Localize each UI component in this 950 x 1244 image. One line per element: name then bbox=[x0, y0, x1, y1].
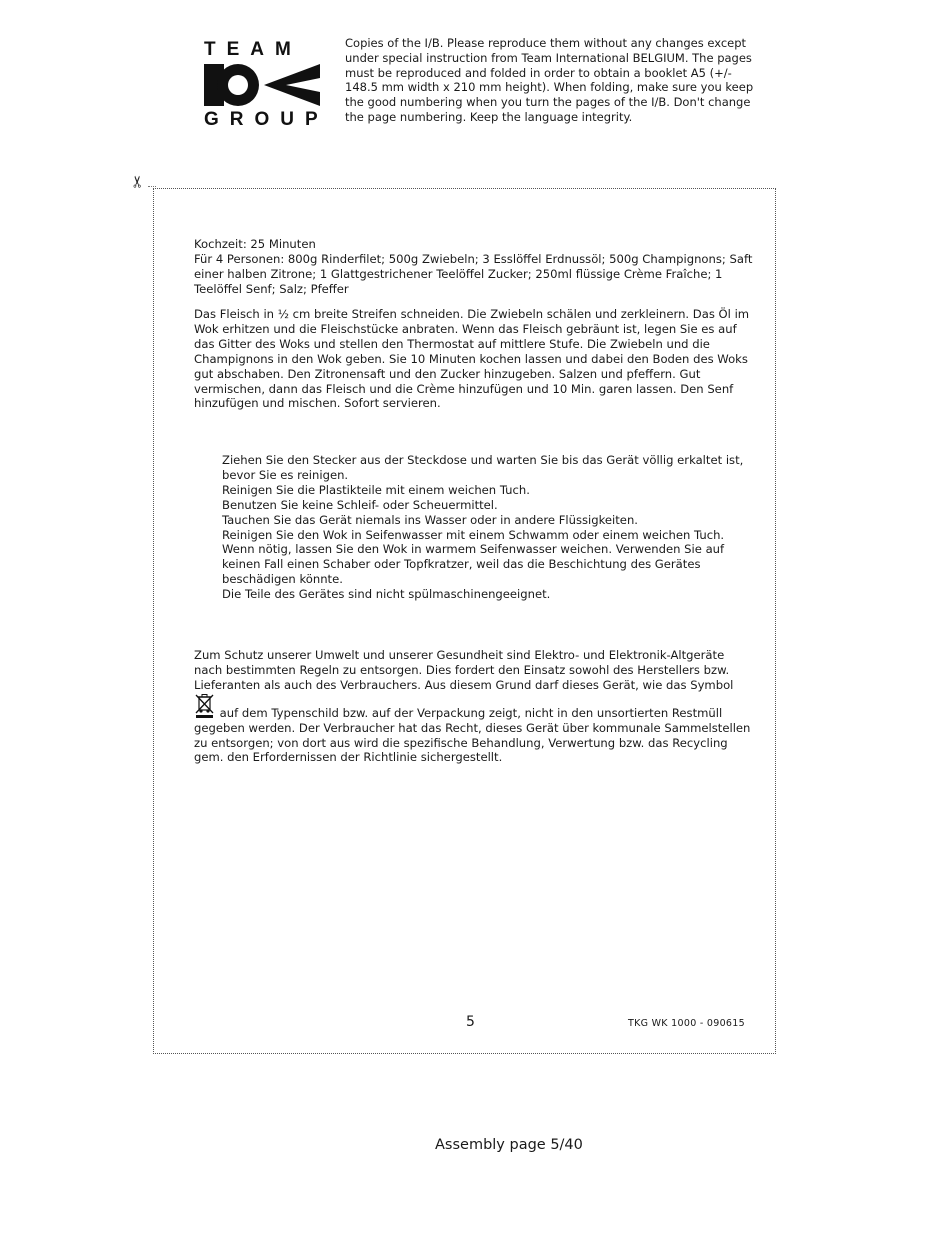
crossed-out-wheelie-bin-icon bbox=[194, 693, 216, 719]
assembly-page-label: Assembly page 5/40 bbox=[435, 1137, 583, 1153]
team-group-logo bbox=[198, 38, 329, 130]
logo-bottom-word: GROUP bbox=[204, 109, 329, 130]
logo-k-mark bbox=[204, 64, 320, 106]
scissors-icon: ✂ bbox=[128, 174, 148, 189]
recipe-ingredients: Für 4 Personen: 800g Rinderfilet; 500g Zwiebeln; 3 Esslöffel Erdnussöl; 500g Champignons; Saft einer halben Zitrone; 1 Glattgestrichener Teelöffel Zucker; 250ml flüssige Crème Fraîche; 1 Teelöffel Senf; Salz; Pfeffer bbox=[194, 251, 753, 296]
environment-text-part2: auf dem Typenschild bzw. auf der Verpackung zeigt, nicht in den unsortierten Restmüll gegeben werden. Der Verbraucher hat das Recht, dieses Gerät über kommunale Sammelstellen zu entsorgen; von dort aus wird die spezifische Behandlung, Verwertung bzw. das Recycling gem. den Erfordernissen der Richtlinie sichergestellt. bbox=[194, 705, 751, 765]
list-item: Ziehen Sie den Stecker aus der Steckdose und warten Sie bis das Gerät völlig erkaltet ist, bevor Sie es reinigen. bbox=[222, 453, 744, 482]
list-item: Reinigen Sie den Wok in Seifenwasser mit einem Schwamm oder einem weichen Tuch. bbox=[222, 527, 725, 542]
cut-line bbox=[148, 186, 156, 187]
list-item: Reinigen Sie die Plastikteile mit einem weichen Tuch. bbox=[222, 482, 530, 497]
recipe-info bbox=[194, 237, 754, 297]
logo-top-word: TEAM bbox=[204, 39, 302, 60]
recipe-time: Kochzeit: 25 Minuten bbox=[194, 237, 316, 251]
list-item: Wenn nötig, lassen Sie den Wok in warmem Seifenwasser weichen. Verwenden Sie auf keinen Fall einen Schaber oder Topfkratzer, weil das die Beschichtung des Gerätes beschädigen könnte. bbox=[222, 542, 725, 587]
environment-notice bbox=[194, 648, 754, 765]
recipe-steps: Das Fleisch in ½ cm breite Streifen schneiden. Die Zwiebeln schälen und zerkleinern. Das Öl im Wok erhitzen und die Fleischstücke anbraten. Wenn das Fleisch gebräunt ist, legen Sie es auf das Gitter des Woks und stellen den Thermostat auf mittlere Stufe. Die Zwiebeln und die Champignons in den Wok geben. Sie 10 Minuten kochen lassen und dabei den Boden des Woks gut abschaben. Den Zitronensaft und den Zucker hinzugeben. Salzen und pfeffern. Gut vermischen, dann das Fleisch und die Crème hinzufügen und 10 Min. garen lassen. Den Senf hinzufügen und mischen. Sofort servieren. bbox=[194, 307, 750, 411]
list-item: Tauchen Sie das Gerät niemals ins Wasser oder in andere Flüssigkeiten. bbox=[222, 512, 638, 527]
list-item: Benutzen Sie keine Schleif- oder Scheuermittel. bbox=[222, 497, 498, 512]
cleaning-instructions bbox=[222, 453, 752, 602]
page-number: 5 bbox=[466, 1014, 475, 1030]
list-item: Die Teile des Gerätes sind nicht spülmaschinengeeignet. bbox=[222, 587, 551, 602]
reproduction-notice: Copies of the I/B. Please reproduce them without any changes except under special instruction from Team International BELGIUM. The pages must be reproduced and folded in order to obtain a booklet A5 (+/- 148.5 mm width x 210 mm height). When folding, make sure you keep the good numbering when you turn the pages of the I/B. Don't change the page numbering. Keep the language integrity. bbox=[345, 36, 754, 124]
environment-text-part1: Zum Schutz unserer Umwelt und unserer Gesundheit sind Elektro- und Elektronik-Altgeräte nach bestimmten Regeln zu entsorgen. Dies fordert den Einsatz sowohl des Herstellers bzw. Lieferanten als auch des Verbrauchers. Aus diesem Grund darf dieses Gerät, wie das Symbol bbox=[194, 648, 734, 692]
document-code: TKG WK 1000 - 090615 bbox=[628, 1018, 745, 1029]
